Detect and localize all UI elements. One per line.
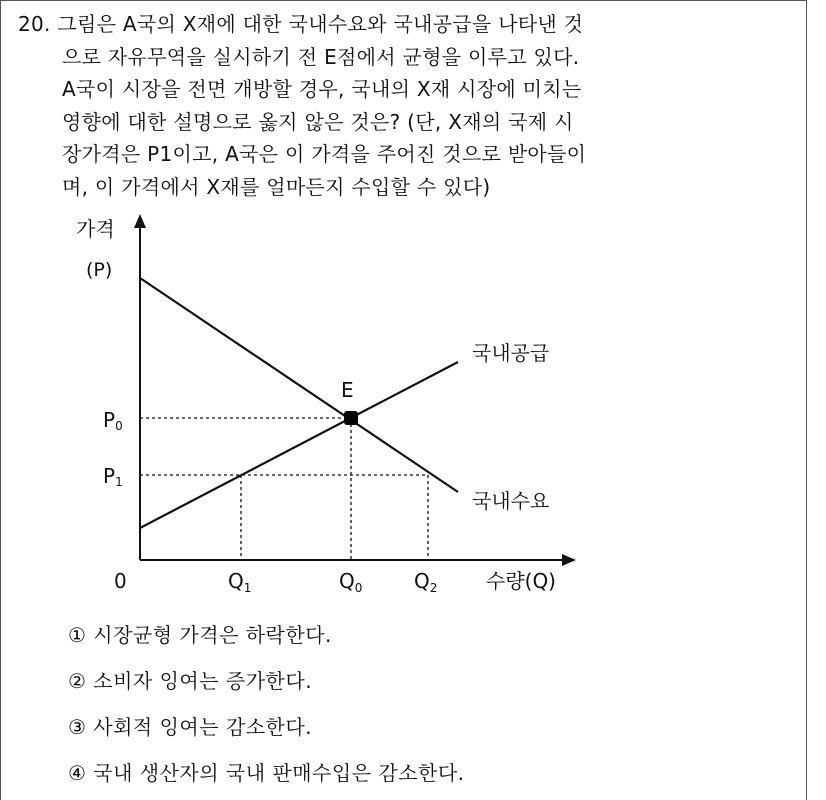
equilibrium-label: E — [341, 378, 354, 402]
q0-label: $Q_0$ — [339, 569, 363, 595]
x-axis-label: 수량(Q) — [486, 569, 556, 593]
y-axis-label: 가격 — [76, 217, 115, 241]
y-axis-unit: (P) — [86, 259, 113, 281]
option-4[interactable]: ④ 국내 생산자의 국내 판매수입은 감소한다. — [68, 761, 465, 785]
p0-label: P0 — [103, 408, 123, 433]
supply-curve — [140, 362, 458, 528]
p1-label: P1 — [103, 464, 123, 489]
demand-curve — [140, 278, 458, 492]
question-line-2: 으로 자유무역을 실시하기 전 E점에서 균형을 이루고 있다. — [62, 44, 580, 69]
question-line-6: 며, 이 가격에서 X재를 얼마든지 수입할 수 있다) — [62, 174, 491, 199]
q1-label: $Q_1$ — [228, 569, 252, 595]
question-line-3: A국이 시장을 전면 개방할 경우, 국내의 X재 시장에 미치는 — [62, 77, 582, 101]
supply-label: 국내공급 — [472, 341, 550, 365]
equilibrium-point — [344, 411, 358, 425]
question-line-5: 장가격은 P1이고, A국은 이 가격을 주어진 것으로 받아들이 — [62, 142, 587, 166]
option-2[interactable]: ② 소비자 잉여는 증가한다. — [68, 669, 313, 693]
x-axis-arrow-icon — [562, 554, 576, 566]
demand-label: 국내수요 — [472, 489, 550, 513]
question-line-4: 영향에 대한 설명으로 옳지 않은 것은? (단, X재의 국제 시 — [62, 109, 574, 134]
question-line-text: 그림은 A국의 X재에 대한 국내수요와 국내공급을 나타낸 것 — [57, 12, 584, 36]
option-3[interactable]: ③ 사회적 잉여는 감소한다. — [68, 715, 313, 739]
option-1[interactable]: ① 시장균형 가격은 하락한다. — [68, 623, 332, 647]
question-number: 20. — [18, 12, 51, 36]
y-axis-arrow-icon — [134, 214, 146, 228]
origin-label: 0 — [114, 569, 127, 593]
guide-lines — [140, 418, 428, 560]
q2-label: $Q_2$ — [414, 569, 438, 595]
